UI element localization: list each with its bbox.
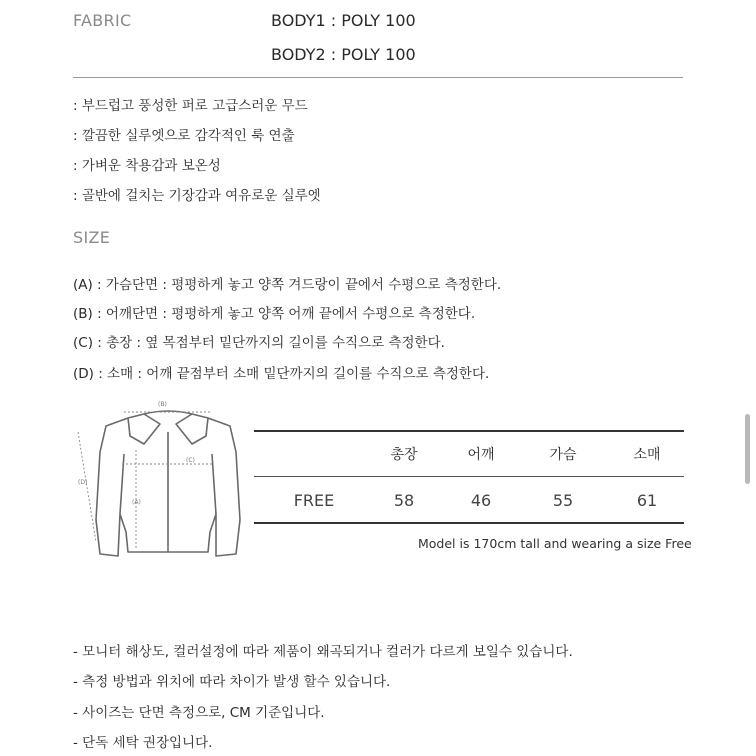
size-note: (B) : 어깨단면 : 평평하게 놓고 양쪽 어깨 끝에서 수평으로 측정한다. [73, 306, 476, 322]
feature-item: : 부드럽고 풍성한 퍼로 고급스러운 무드 [73, 98, 308, 114]
size-note: (D) : 소매 : 어깨 끝점부터 소매 밑단까지의 길이를 수직으로 측정한다. [73, 366, 490, 382]
table-cell: 55 [552, 491, 574, 510]
diagram-label: (A) [132, 499, 141, 506]
table-header-rule [254, 476, 684, 477]
table-header: 소매 [633, 447, 661, 463]
table-bottom-rule [254, 522, 684, 524]
notice-item: - 모니터 해상도, 컬러설정에 따라 제품이 왜곡되거나 컬러가 다르게 보일수 있습니다. [73, 644, 573, 660]
diagram-label: (C) [186, 457, 195, 464]
table-cell: 46 [470, 491, 492, 510]
model-note: Model is 170cm tall and wearing a size Free [418, 536, 692, 551]
scrollbar-thumb[interactable] [745, 414, 750, 484]
size-note: (A) : 가슴단면 : 평평하게 놓고 양쪽 겨드랑이 끝에서 수평으로 측정한다. [73, 277, 502, 293]
fabric-body2: BODY2 : POLY 100 [271, 45, 416, 64]
diagram-label: (D) [78, 479, 88, 486]
table-top-rule [254, 430, 684, 432]
table-cell: 58 [393, 491, 415, 510]
feature-item: : 가벼운 착용감과 보온성 [73, 158, 221, 174]
notice-item: - 사이즈는 단면 측정으로, CM 기준입니다. [73, 705, 325, 721]
jacket-diagram-icon [66, 392, 256, 568]
table-header: 총장 [390, 447, 418, 463]
table-row-label: FREE [293, 491, 335, 510]
table-header: 어깨 [467, 447, 495, 463]
diagram-label: (B) [158, 401, 167, 408]
notice-item: - 단독 세탁 권장입니다. [73, 735, 213, 751]
fabric-body1: BODY1 : POLY 100 [271, 11, 416, 30]
size-note: (C) : 총장 : 옆 목점부터 밑단까지의 길이를 수직으로 측정한다. [73, 335, 445, 351]
notice-item: - 측정 방법과 위치에 따라 차이가 발생 할수 있습니다. [73, 674, 391, 690]
feature-item: : 깔끔한 실루엣으로 감각적인 룩 연출 [73, 128, 295, 144]
feature-item: : 골반에 걸치는 기장감과 여유로운 실루엣 [73, 188, 321, 204]
table-cell: 61 [636, 491, 658, 510]
table-header: 가슴 [549, 447, 577, 463]
size-label: SIZE [73, 228, 111, 247]
fabric-label: FABRIC [73, 11, 132, 30]
fabric-divider [73, 77, 683, 78]
